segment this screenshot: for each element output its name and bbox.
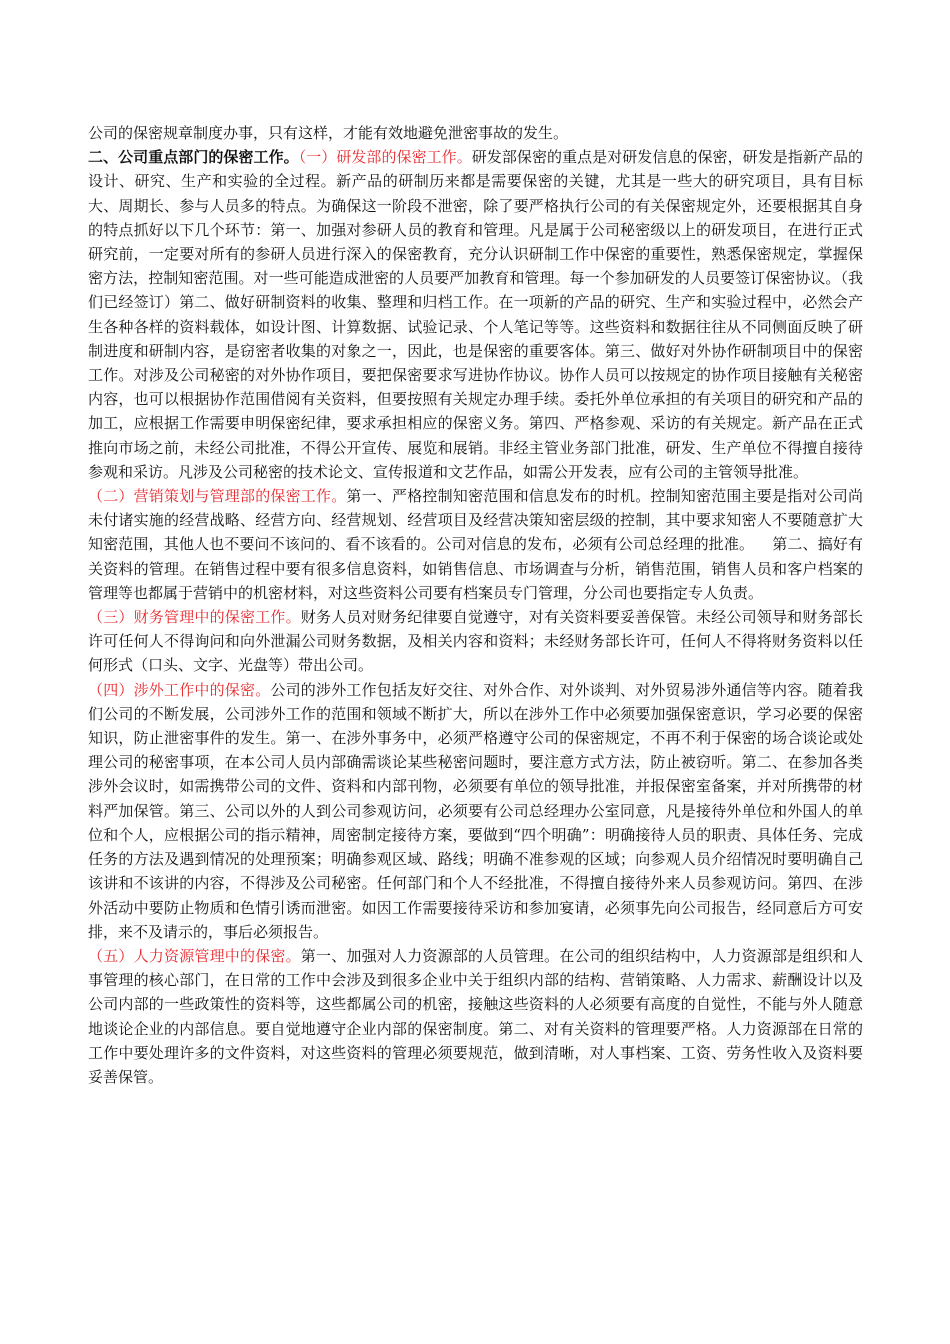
subsection-foreign-body: 公司的涉外工作包括友好交往、对外合作、对外谈判、对外贸易涉外通信等内容。随着我们公司的不断发展，公司涉外工作的范围和领域不断扩大，所以在涉外工作中必须要加强保密意识，学习必要的保密知识，防止泄密事件的发生。第一、在涉外事务中，必须严格遵守公司的保密规定，不再不利于保密的场合谈论或处理公司的秘密事项，在本公司人员内部确需谈论某些秘密问题时，要注意方式方法，防止被窃听。第二、在参加各类涉外会议时，如需携带公司的文件、资料和内部刊物，必须要有单位的领导批准，并报保密室备案，并对所携带的材料严加保管。第三、公司以外的人到公司参观访问，必须要有公司总经理办公室同意，凡是接待外单位和外国人的单位和个人，应根据公司的指示精神，周密制定接待方案，要做到“四个明确”：明确接待人员的职责、具体任务、完成任务的方法及遇到情况的处理预案；明确参观区域、路线；明确不准参观的区域；向参观人员介绍情况时要明确自己该讲和不该讲的内容，不得涉及公司秘密。任何部门和个人不经批准，不得擅自接待外来人员参观访问。第四、在涉外活动中要防止物质和色情引诱而泄密。如因工作需要接待采访和参加宴请，必须事先向公司报告，经同意后方可安排，来不及请示的，事后必须报告。 (88, 680, 863, 941)
intro-paragraph (88, 121, 863, 145)
section-marketing-paragraph (88, 484, 863, 605)
subsection-rd-title: （一）研发部的保密工作。 (298, 148, 472, 167)
subsection-finance-title: （三）财务管理中的保密工作。 (88, 608, 301, 627)
document-page (88, 121, 863, 1089)
section-foreign-paragraph (88, 678, 863, 944)
subsection-hr-title: （五）人力资源管理中的保密。 (88, 946, 301, 965)
section-heading: 二、公司重点部门的保密工作。 (88, 148, 299, 167)
subsection-foreign-title: （四）涉外工作中的保密。 (88, 680, 271, 699)
subsection-hr-body: 第一、加强对人力资源部的人员管理。在公司的组织结构中，人力资源部是组织和人事管理的核心部门，在日常的工作中会涉及到很多企业中关于组织内部的结构、营销策略、人力需求、薪酬设计以及公司内部的一些政策性的资料等，这些都属公司的机密，接触这些资料的人必须要有高度的自觉性，不能与外人随意地谈论企业的内部信息。要自觉地遵守企业内部的保密制度。第二、对有关资料的管理要严格。人力资源部在日常的工作中要处理许多的文件资料，对这些资料的管理必须要规范，做到清晰，对人事档案、工资、劳务性收入及资料要妥善保管。 (88, 946, 863, 1086)
section-finance-paragraph (88, 605, 863, 678)
section-hr-paragraph (88, 944, 863, 1089)
subsection-marketing-body-b: 第二、搞好有关资料的管理。在销售过程中要有很多信息资料，如销售信息、市场调查与分析，销售范围，销售人员和客户档案的管理等也都属于营销中的机密材料，对这些资料公司要有档案员专门管理，分公司也要指定专人负责。 (88, 535, 863, 602)
section-rd-paragraph (88, 145, 863, 484)
subsection-marketing-title: （二）营销策划与管理部的保密工作。 (88, 487, 347, 506)
intro-text: 公司的保密规章制度办事，只有这样，才能有效地避免泄密事故的发生。 (88, 124, 569, 142)
subsection-finance-body: 财务人员对财务纪律要自觉遵守，对有关资料要妥善保管。未经公司领导和财务部长许可任何人不得询问和向外泄漏公司财务数据，及相关内容和资料；未经财务部长许可，任何人不得将财务资料以任何形式（口头、文字、光盘等）带出公司。 (88, 608, 863, 675)
subsection-marketing-body-a: 第一、严格控制知密范围和信息发布的时机。控制知密范围主要是指对公司尚未付诸实施的经营战略、经营方向、经营规划、经营项目及经营决策知密层级的控制，其中要求知密人不要随意扩大知密范围，其他人也不要问不该问的、看不该看的。公司对信息的发布，必须有公司总经理的批准。 (88, 487, 863, 554)
subsection-rd-body: 研发部保密的重点是对研发信息的保密，研发是指新产品的设计、研究、生产和实验的全过程。新产品的研制历来都是需要保密的关键，尤其是一些大的研究项目，具有目标大、周期长、参与人员多的特点。为确保这一阶段不泄密，除了要严格执行公司的有关保密规定外，还要根据其自身的特点抓好以下几个环节：第一、加强对参研人员的教育和管理。凡是属于公司秘密级以上的研发项目，在进行正式研究前，一定要对所有的参研人员进行深入的保密教育，充分认识研制工作中保密的重要性，熟悉保密规定，掌握保密方法，控制知密范围。对一些可能造成泄密的人员要严加教育和管理。每一个参加研发的人员要签订保密协议。（我们已经签订）第二、做好研制资料的收集、整理和归档工作。在一项新的产品的研究、生产和实验过程中，必然会产生各种各样的资料载体，如设计图、计算数据、试验记录、个人笔记等等。这些资料和数据往往从不同侧面反映了研制进度和研制内容，是窃密者收集的对象之一，因此，也是保密的重要客体。第三、做好对外协作研制项目中的保密工作。对涉及公司秘密的对外协作项目，要把保密要求写进协作协议。协作人员可以按规定的协作项目接触有关秘密内容，也可以根据协作范围借阅有关资料，但要按照有关规定办理手续。委托外单位承担的有关项目的研究和产品的加工，应根据工作需要申明保密纪律，要求承担相应的保密义务。第四、严格参观、采访的有关规定。新产品在正式推向市场之前，未经公司批准，不得公开宣传、展览和展销。非经主管业务部门批准，研发、生产单位不得擅自接待参观和采访。凡涉及公司秘密的技术论文、宣传报道和文艺作品，如需公开发表，应有公司的主管领导批准。 (88, 148, 863, 481)
